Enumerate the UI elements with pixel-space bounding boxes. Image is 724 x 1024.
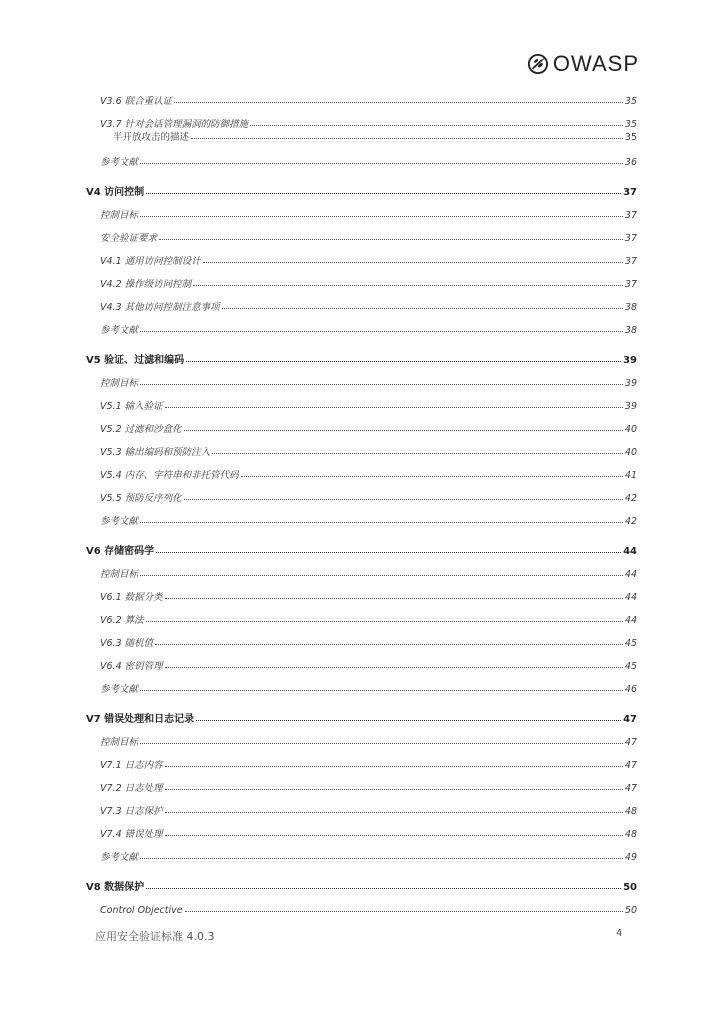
dot-leader	[222, 308, 623, 309]
toc-entry-page: 35	[624, 96, 637, 107]
toc-entry-label: 控制目标	[100, 569, 139, 580]
toc-entry[interactable]	[100, 755, 637, 771]
toc-entry[interactable]	[100, 824, 637, 840]
toc-entry-page: 42	[624, 493, 637, 504]
toc-entry-label: Control Objective	[100, 905, 183, 916]
toc-entry[interactable]	[100, 442, 637, 458]
toc-entry-page: 47	[623, 714, 637, 725]
dot-leader	[159, 239, 623, 240]
dot-leader	[146, 621, 623, 622]
toc-entry-label: 半开放攻击的描述	[113, 132, 190, 143]
toc-entry-label: V7.2 日志处理	[100, 783, 163, 794]
toc-entry[interactable]	[100, 900, 637, 916]
toc-entry-label: V6.2 算法	[100, 615, 144, 626]
toc-entry[interactable]	[100, 419, 637, 435]
toc-entry[interactable]	[100, 251, 637, 267]
toc-entry-page: 44	[624, 592, 637, 603]
dot-leader	[174, 102, 623, 103]
toc-entry[interactable]	[100, 778, 637, 794]
toc-entry[interactable]	[100, 679, 637, 695]
toc-entry-page: 45	[624, 661, 637, 672]
toc-chapter-entry[interactable]	[86, 182, 637, 198]
toc-chapter-entry[interactable]	[86, 541, 637, 557]
toc-entry[interactable]	[100, 732, 637, 748]
toc-entry-page: 40	[624, 424, 637, 435]
dot-leader	[165, 598, 623, 599]
toc-entry-label: V6.4 密钥管理	[100, 661, 163, 672]
dot-leader	[140, 384, 623, 385]
dot-leader	[212, 453, 623, 454]
toc-entry[interactable]	[100, 91, 637, 107]
dot-leader	[140, 163, 623, 164]
toc-chapter-entry[interactable]	[86, 709, 637, 725]
toc-entry-label: V5.1 输入验证	[100, 401, 163, 412]
dot-leader	[140, 575, 623, 576]
toc-entry-label: 参考文献	[100, 325, 139, 336]
toc-entry-page: 50	[624, 905, 637, 916]
toc-entry-label: 参考文献	[100, 852, 139, 863]
toc-entry[interactable]	[100, 801, 637, 817]
toc-entry[interactable]	[100, 465, 637, 481]
toc-entry-label: V7.1 日志内容	[100, 760, 163, 771]
dot-leader	[241, 476, 623, 477]
dot-leader	[146, 888, 621, 889]
dot-leader	[140, 216, 623, 217]
dot-leader	[186, 361, 621, 362]
toc-entry-page: 48	[624, 806, 637, 817]
toc-entry-page: 37	[623, 187, 637, 198]
toc-entry-label: V3.6 联合重认证	[100, 96, 173, 107]
toc-entry-label: 控制目标	[100, 378, 139, 389]
toc-entry[interactable]	[100, 511, 637, 527]
toc-entry-page: 45	[624, 638, 637, 649]
toc-entry-label: V5 验证、过滤和编码	[86, 355, 185, 366]
toc-entry-page: 38	[624, 302, 637, 313]
toc-entry[interactable]	[100, 205, 637, 221]
toc-entry-page: 38	[624, 325, 637, 336]
toc-entry-label: V4.1 通用访问控制设计	[100, 256, 201, 267]
dot-leader	[165, 789, 623, 790]
toc-entry-label: V4.2 操作级访问控制	[100, 279, 192, 290]
toc-entry-page: 44	[624, 615, 637, 626]
toc-entry-label: 控制目标	[100, 737, 139, 748]
toc-entry-label: V4 访问控制	[86, 187, 145, 198]
toc-entry-label: V5.2 过滤和沙盒化	[100, 424, 182, 435]
toc-entry[interactable]	[100, 152, 637, 168]
toc-entry-page: 35	[624, 132, 637, 143]
toc-entry-page: 39	[624, 401, 637, 412]
toc-entry-label: V4.3 其他访问控制注意事项	[100, 302, 220, 313]
toc-entry-page: 47	[624, 783, 637, 794]
dot-leader	[165, 812, 623, 813]
toc-entry-page: 49	[624, 852, 637, 863]
toc-entry-label: V7 错误处理和日志记录	[86, 714, 195, 725]
dot-leader	[140, 858, 623, 859]
toc-entry[interactable]	[100, 396, 637, 412]
dot-leader	[185, 911, 623, 912]
dot-leader	[191, 138, 623, 139]
toc-entry[interactable]	[100, 656, 637, 672]
toc-entry[interactable]	[100, 847, 637, 863]
toc-entry-label: V5.4 内存、字符串和非托管代码	[100, 470, 239, 481]
toc-entry[interactable]	[100, 633, 637, 649]
toc-entry-page: 39	[624, 378, 637, 389]
toc-entry-label: 参考文献	[100, 684, 139, 695]
dot-leader	[193, 285, 623, 286]
footer-document-title: 应用安全验证标准 4.0.3	[95, 930, 215, 943]
toc-entry[interactable]	[100, 274, 637, 290]
dot-leader	[155, 644, 623, 645]
toc-entry-label: 安全验证要求	[100, 233, 158, 244]
toc-entry-page: 37	[624, 256, 637, 267]
toc-entry[interactable]	[100, 297, 637, 313]
dot-leader	[146, 193, 621, 194]
dot-leader	[165, 407, 623, 408]
toc-chapter-entry[interactable]	[86, 877, 637, 893]
dot-leader	[165, 766, 623, 767]
toc-entry-label: V5.5 预防反序列化	[100, 493, 182, 504]
dot-leader	[140, 743, 623, 744]
dot-leader	[184, 430, 623, 431]
dot-leader	[203, 262, 623, 263]
dot-leader	[184, 499, 623, 500]
toc-entry-label: 控制目标	[100, 210, 139, 221]
toc-entry-page: 44	[624, 569, 637, 580]
toc-entry-label: 参考文献	[100, 516, 139, 527]
toc-entry[interactable]	[100, 488, 637, 504]
toc-entry-label: V7.3 日志保护	[100, 806, 163, 817]
toc-entry-page: 41	[624, 470, 637, 481]
toc-entry-page: 35	[624, 119, 637, 130]
dot-leader	[250, 125, 623, 126]
toc-entry[interactable]	[100, 587, 637, 603]
toc-entry-label: V3.7 针对会话管理漏洞的防御措施	[100, 119, 249, 130]
toc-entry-page: 47	[624, 737, 637, 748]
toc-entry-page: 42	[624, 516, 637, 527]
dot-leader	[165, 667, 623, 668]
toc-entry-page: 48	[624, 829, 637, 840]
toc-entry-label: V6.1 数据分类	[100, 592, 163, 603]
dot-leader	[156, 552, 621, 553]
toc-entry-page: 36	[624, 157, 637, 168]
toc-entry[interactable]	[100, 564, 637, 580]
dot-leader	[196, 720, 621, 721]
dot-leader	[140, 522, 623, 523]
toc-entry-label: V5.3 输出编码和预防注入	[100, 447, 211, 458]
toc-entry-page: 44	[623, 546, 637, 557]
toc-entry[interactable]	[113, 127, 637, 143]
dot-leader	[165, 835, 623, 836]
toc-entry-page: 40	[624, 447, 637, 458]
toc-entry[interactable]	[100, 610, 637, 626]
toc-entry-page: 37	[624, 279, 637, 290]
dot-leader	[140, 690, 623, 691]
footer-page-number: 4	[616, 928, 623, 939]
toc-entry[interactable]	[100, 228, 637, 244]
toc-entry-label: 参考文献	[100, 157, 139, 168]
toc-entry-page: 37	[624, 233, 637, 244]
logo-wordmark: OWASP	[552, 51, 639, 76]
toc-chapter-entry[interactable]	[86, 350, 637, 366]
toc-entry-page: 46	[624, 684, 637, 695]
toc-entry-page: 47	[624, 760, 637, 771]
toc-entry[interactable]	[100, 373, 637, 389]
toc-entry-label: V8 数据保护	[86, 882, 145, 893]
toc-entry-label: V6 存储密码学	[86, 546, 155, 557]
toc-entry-page: 39	[623, 355, 637, 366]
toc-entry-label: V6.3 随机值	[100, 638, 154, 649]
toc-entry[interactable]	[100, 320, 637, 336]
dot-leader	[140, 331, 623, 332]
toc-entry-page: 37	[624, 210, 637, 221]
toc-entry-page: 50	[623, 882, 637, 893]
toc-entry-label: V7.4 错误处理	[100, 829, 163, 840]
